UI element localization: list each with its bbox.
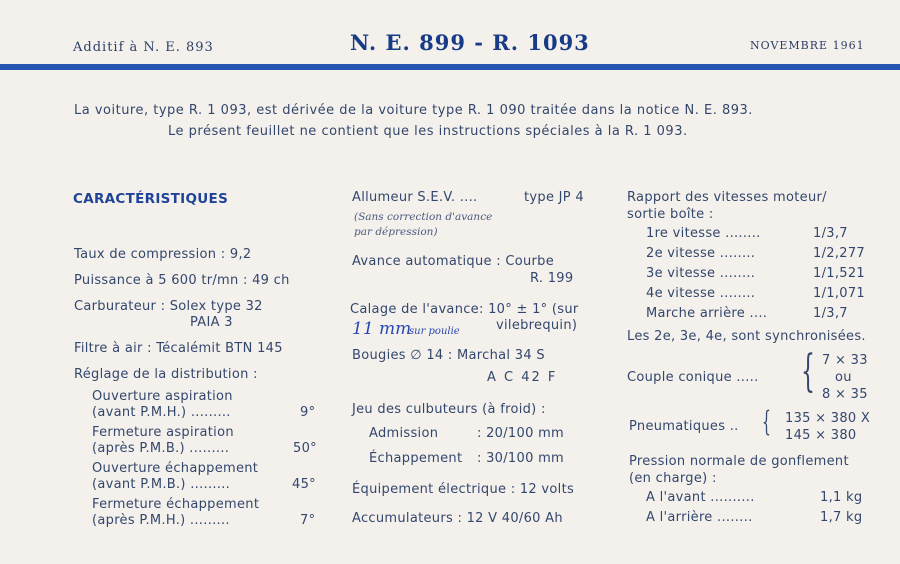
allumeur-note: par dépression)	[354, 226, 438, 238]
pression-arriere-value: 1,7 kg	[820, 510, 863, 525]
pneumatiques-label: Pneumatiques ..	[629, 419, 739, 434]
dist-label: Fermeture échappement	[92, 497, 260, 512]
couple-value: 7 × 33	[822, 353, 868, 368]
carburateur: Carburateur : Solex type 32	[74, 299, 263, 314]
allumeur-note: (Sans correction d'avance	[354, 211, 493, 223]
additif-reference: Additif à N. E. 893	[73, 40, 214, 55]
rapport-vitesses: Rapport des vitesses moteur/	[627, 190, 827, 205]
vitesse-label: 3e vitesse ........	[646, 266, 756, 281]
allumeur-type: type JP 4	[524, 190, 584, 205]
admission-label: Admission	[369, 426, 439, 441]
pression-avant-label: A l'avant ..........	[646, 490, 755, 505]
header-rule	[0, 64, 900, 70]
reglage-distribution: Réglage de la distribution :	[74, 367, 258, 382]
handwritten-note: 11 mm	[352, 319, 412, 339]
section-title: CARACTÉRISTIQUES	[73, 191, 229, 207]
dist-label: Ouverture aspiration	[92, 389, 233, 404]
equipement-electrique: Équipement électrique : 12 volts	[352, 482, 575, 497]
dist-label: Fermeture aspiration	[92, 425, 234, 440]
intro-line-1: La voiture, type R. 1 093, est dérivée de la voiture type R. 1 090 traitée dans la notice N. E. 893.	[74, 103, 753, 118]
admission-value: : 20/100 mm	[477, 426, 565, 441]
couple-label: Couple conique .....	[627, 370, 759, 385]
vitesse-label: 4e vitesse ........	[646, 286, 756, 301]
dist-label: (avant P.M.B.) .........	[92, 477, 231, 492]
date-label: NOVEMBRE 1961	[750, 39, 865, 52]
bougies: Bougies ∅ 14 : Marchal 34 S	[352, 348, 545, 363]
avance-courbe: R. 199	[530, 271, 574, 286]
dist-value: 7°	[300, 513, 316, 528]
couple-or: ou	[835, 370, 852, 385]
carburateur-type: PAIA 3	[190, 315, 233, 330]
vitesse-value: 1/1,071	[813, 286, 865, 301]
filtre-air: Filtre à air : Técalémit BTN 145	[74, 341, 283, 356]
dist-value: 50°	[293, 441, 317, 456]
bougies-alt: A C 42 F	[487, 370, 558, 385]
brace: {	[762, 405, 771, 438]
dist-label: (avant P.M.H.) .........	[92, 405, 231, 420]
handwritten-note: sur poulie	[409, 326, 460, 337]
accumulateurs: Accumulateurs : 12 V 40/60 Ah	[352, 511, 563, 526]
brace: {	[801, 346, 815, 397]
echappement-value: : 30/100 mm	[477, 451, 565, 466]
intro-line-2: Le présent feuillet ne contient que les instructions spéciales à la R. 1 093.	[168, 124, 688, 139]
pneumatiques-value: 145 × 380	[785, 428, 857, 443]
vitesse-value: 1/3,7	[813, 226, 848, 241]
allumeur: Allumeur S.E.V. ....	[352, 190, 478, 205]
pression-gonflement: Pression normale de gonflement	[629, 454, 849, 469]
rapport-vitesses: sortie boîte :	[627, 207, 714, 222]
dist-label: (après P.M.B.) .........	[92, 441, 230, 456]
dist-label: (après P.M.H.) .........	[92, 513, 230, 528]
vitesse-value: 1/3,7	[813, 306, 848, 321]
pression-arriere-label: A l'arrière ........	[646, 510, 753, 525]
pneumatiques-value: 135 × 380 X	[785, 411, 871, 426]
vitesse-label: 1re vitesse ........	[646, 226, 761, 241]
dist-label: Ouverture échappement	[92, 461, 259, 476]
echappement-label: Échappement	[369, 451, 463, 466]
vitesse-value: 1/2,277	[813, 246, 865, 261]
dist-value: 45°	[292, 477, 316, 492]
calage-vilebrequin: vilebrequin)	[496, 318, 578, 333]
synchronisation: Les 2e, 3e, 4e, sont synchronisées.	[627, 329, 866, 344]
vitesse-label: Marche arrière ....	[646, 306, 768, 321]
calage-avance: Calage de l'avance: 10° ± 1° (sur	[350, 302, 579, 317]
dist-value: 9°	[300, 405, 316, 420]
page-title: N. E. 899 - R. 1093	[350, 30, 590, 55]
pression-avant-value: 1,1 kg	[820, 490, 863, 505]
couple-value: 8 × 35	[822, 387, 868, 402]
compression: Taux de compression : 9,2	[74, 247, 252, 262]
avance-automatique: Avance automatique : Courbe	[352, 254, 555, 269]
vitesse-label: 2e vitesse ........	[646, 246, 756, 261]
puissance: Puissance à 5 600 tr/mn : 49 ch	[74, 273, 290, 288]
vitesse-value: 1/1,521	[813, 266, 865, 281]
pression-gonflement: (en charge) :	[629, 471, 717, 486]
jeu-culbuteurs: Jeu des culbuteurs (à froid) :	[352, 402, 546, 417]
